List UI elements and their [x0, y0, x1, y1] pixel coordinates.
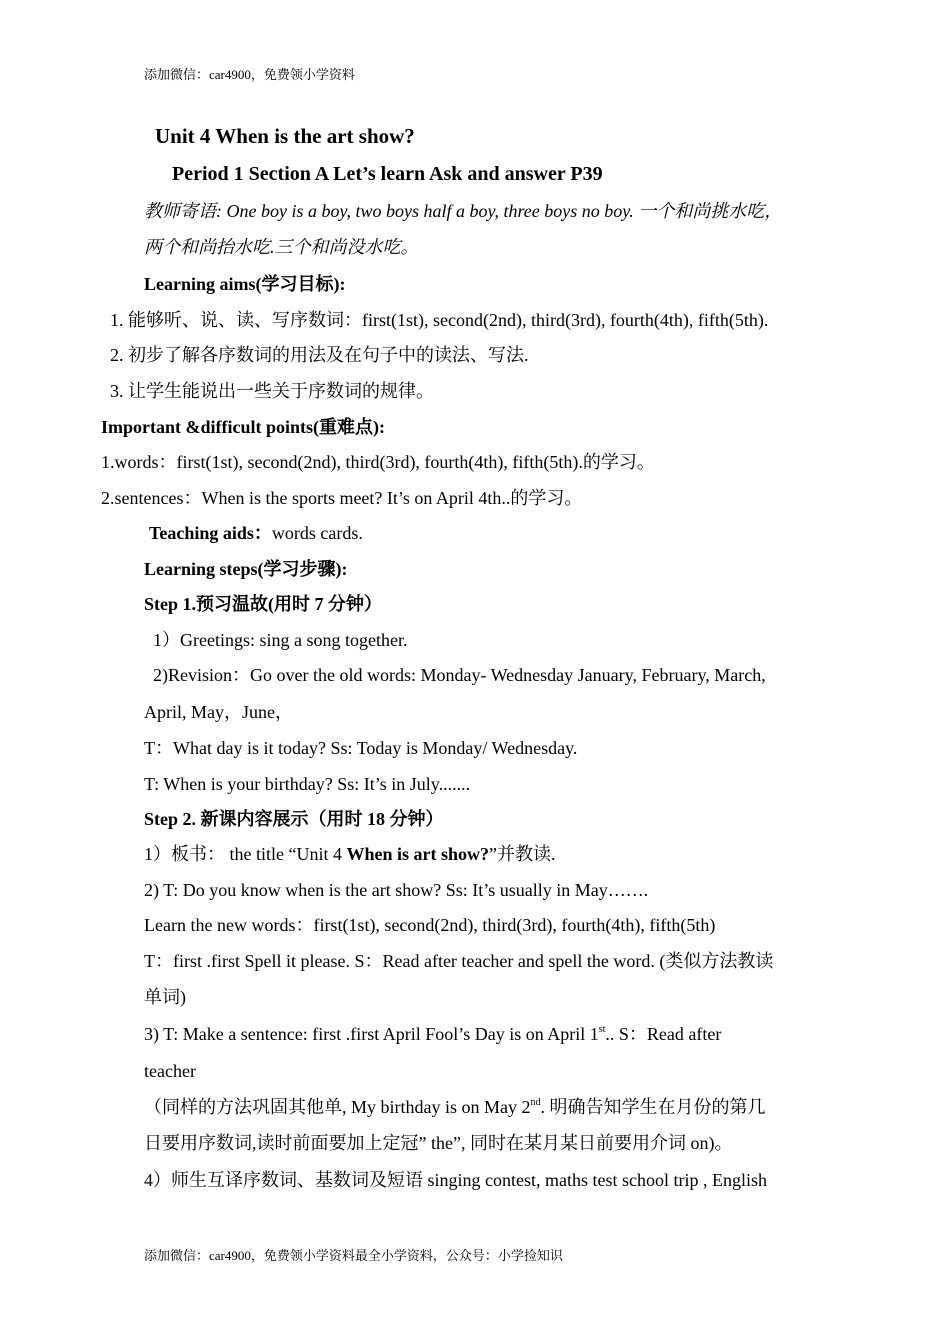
step-1-line-3: April, May，June，	[144, 702, 293, 722]
step-2-line-1-pre: 1）板书： the title “Unit 4	[144, 844, 347, 864]
step-2-line-10: 4）师生互译序数词、基数词及短语 singing contest, maths test school trip , English	[144, 1170, 767, 1190]
step-1-line-2: 2)Revision：Go over the old words: Monday- Wednesday January, February, March,	[153, 665, 766, 685]
important-point-1: 1.words：first(1st), second(2nd), third(3rd), fourth(4th), fifth(5th).的学习。	[101, 452, 655, 472]
important-points-heading: Important &difficult points(重难点):	[101, 417, 385, 437]
step-2-line-6-pre: 3) T: Make a sentence: first .first April Fool’s Day is on April 1	[144, 1024, 599, 1044]
step-2-line-6	[144, 1022, 721, 1046]
step-2-line-3: Learn the new words：first(1st), second(2nd), third(3rd), fourth(4th), fifth(5th)	[144, 915, 716, 935]
step-1-line-1: 1）Greetings: sing a song together.	[153, 630, 408, 650]
step-2-heading: Step 2. 新课内容展示（用时 18 分钟）	[144, 809, 444, 829]
unit-title: Unit 4 When is the art show?	[155, 124, 415, 148]
step-2-line-2: 2) T: Do you know when is the art show? Ss: It’s usually in May…….	[144, 880, 649, 900]
teacher-motto-line-1: 教师寄语: One boy is a boy, two boys half a boy, three boys no boy. 一个和尚挑水吃，	[144, 201, 783, 221]
step-2-line-8	[144, 1095, 766, 1119]
teaching-aids-value: words cards.	[271, 523, 363, 543]
learning-aim-3: 3. 让学生能说出一些关于序数词的规律。	[110, 381, 434, 401]
step-2-line-1	[144, 842, 556, 866]
step-1-line-4: T：What day is it today? Ss: Today is Monday/ Wednesday.	[144, 738, 578, 758]
step-2-line-8-sup: nd	[530, 1097, 541, 1108]
teaching-aids	[149, 521, 363, 545]
step-2-line-9: 日要用序数词,读时前面要加上定冠” the”, 同时在某月某日前要用介词 on)。	[144, 1133, 733, 1153]
step-2-line-1-post: ”并教读.	[489, 844, 556, 864]
step-2-line-4: T：first .first Spell it please. S：Read after teacher and spell the word. (类似方法教读	[144, 951, 774, 971]
step-2-line-1-bold: When is art show?	[346, 844, 489, 864]
step-1-heading: Step 1.预习温故(用时 7 分钟）	[144, 594, 382, 614]
step-2-line-6-sup: st	[598, 1024, 606, 1035]
learning-steps-heading: Learning steps(学习步骤):	[144, 559, 348, 579]
important-point-2: 2.sentences：When is the sports meet? It’s on April 4th..的学习。	[101, 488, 583, 508]
teaching-aids-label: Teaching aids：	[149, 523, 272, 543]
step-2-line-8-post: . 明确告知学生在月份的第几	[540, 1097, 766, 1117]
period-subtitle: Period 1 Section A Let’s learn Ask and answer P39	[172, 163, 603, 185]
step-2-line-7: teacher	[144, 1061, 196, 1081]
learning-aim-1: 1. 能够听、说、读、写序数词：first(1st), second(2nd), third(3rd), fourth(4th), fifth(5th).	[110, 310, 769, 330]
teacher-motto-line-2: 两个和尚抬水吃.三个和尚没水吃。	[144, 237, 419, 257]
step-2-line-6-post: .. S：Read after	[605, 1024, 722, 1044]
page-header: 添加微信：car4900，免费领小学资料	[144, 67, 355, 82]
step-1-line-5: T: When is your birthday? Ss: It’s in July.......	[144, 774, 471, 794]
learning-aim-2: 2. 初步了解各序数词的用法及在句子中的读法、写法.	[110, 345, 529, 365]
step-2-line-8-pre: （同样的方法巩固其他单, My birthday is on May 2	[144, 1097, 531, 1117]
step-2-line-5: 单词)	[144, 987, 186, 1007]
page-footer: 添加微信：car4900，免费领小学资料最全小学资料，公众号：小学捡知识	[144, 1248, 563, 1263]
learning-aims-heading: Learning aims(学习目标):	[144, 274, 346, 294]
